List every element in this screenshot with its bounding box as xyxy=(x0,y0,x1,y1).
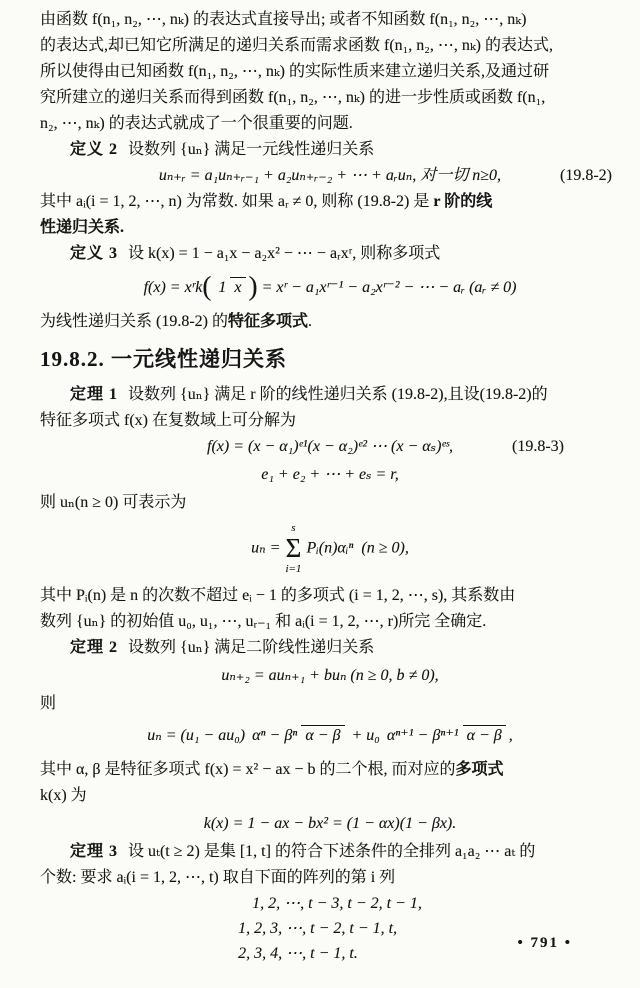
theorem-3-text: 设 uₜ(t ≥ 2) 是集 [1, t] 的符合下述条件的全排列 a₁a₂ ⋯ aₜ 的 xyxy=(128,843,536,861)
definition-3-head xyxy=(40,241,620,267)
theorem-2-label: 定理 2 xyxy=(70,639,119,657)
definition-3-tail xyxy=(40,309,620,335)
theorem-2-bold-text: 多项式 xyxy=(455,761,504,779)
fraction-numerator: αⁿ − βⁿ xyxy=(252,727,298,745)
summation-sign xyxy=(285,522,301,575)
closed-form-mid: + u₀ xyxy=(351,727,380,745)
definition-2-body-line xyxy=(40,215,620,241)
definition-3 xyxy=(40,241,620,335)
kx-factorization-formula: k(x) = 1 − ax − bx² = (1 − αx)(1 − βx). xyxy=(203,815,457,833)
intro-line: 由函数 f(n₁, n₂, ⋯, nₖ) 的表达式直接导出; 或者不知函数 f(n₁, n₂, ⋯, nₖ) xyxy=(40,11,527,28)
fraction-alpha-beta-n xyxy=(245,727,347,745)
theorem-2-then: 则 xyxy=(40,695,57,713)
definition-2-head xyxy=(40,137,620,163)
array-row: 2, 3, 4, ⋯, t − 1, t. xyxy=(238,945,358,963)
fraction-numerator: 1 xyxy=(218,279,227,297)
definition-2-body-line xyxy=(40,189,620,215)
summation-lower-limit: i=1 xyxy=(285,563,302,576)
array-rows-block xyxy=(238,891,422,966)
definition-2-bold-text: 性递归关系. xyxy=(40,219,125,236)
open-paren: ( xyxy=(202,271,212,301)
definition-2-bold-text: r 阶的线 xyxy=(433,193,493,210)
theorem-3-head xyxy=(40,839,620,865)
equation-19-8-3-formula: f(x) = (x − α₁)ᵉ¹(x − α₂)ᵉ² ⋯ (x − αₛ)ᵉˢ, xyxy=(207,438,453,455)
formula-suffix: = xʳ − a₁xʳ⁻¹ − a₂xʳ⁻² − ⋯ − aᵣ (aᵣ ≠ 0) xyxy=(261,279,517,296)
fraction-1-over-x xyxy=(211,279,248,297)
sum-lhs: uₙ = xyxy=(251,539,281,557)
definition-2-body-text: 其中 aᵢ(i = 1, 2, ⋯, n) 为常数. 如果 aᵣ ≠ 0, 则称 (19.8-2) 是 xyxy=(40,193,434,210)
theorem-1-label: 定理 1 xyxy=(70,386,119,403)
fraction-denominator: α − β xyxy=(301,725,344,744)
theorem-3-label: 定理 3 xyxy=(70,843,119,861)
un-closed-form-formula xyxy=(40,723,620,749)
theorem-1-line: 数列 {uₙ} 的初始值 u₀, u₁, ⋯, uᵣ₋₁ 和 aᵢ(i = 1, 2, ⋯, r)所完 全确定. xyxy=(40,613,487,631)
theorem-1-text: 设数列 {uₙ} 满足 r 阶的线性递归关系 (19.8-2),且设(19.8-2)的 xyxy=(128,386,548,403)
array-row: 1, 2, 3, ⋯, t − 2, t − 1, t, xyxy=(238,920,398,938)
definition-3-text: 设 k(x) = 1 − a₁x − a₂x² − ⋯ − aᵣxʳ, 则称多项式 xyxy=(128,245,441,262)
theorem-3-line: 个数: 要求 aᵢ(i = 1, 2, ⋯, t) 取自下面的阵列的第 i 列 xyxy=(40,869,396,887)
closed-form-comma: , xyxy=(508,727,513,745)
fraction-numerator: αⁿ⁺¹ − βⁿ⁺¹ xyxy=(386,727,459,745)
section-heading-19-8-2: 19.8.2. 一元线性递归关系 xyxy=(40,347,287,371)
characteristic-polynomial-formula xyxy=(40,273,620,301)
sigma-icon: Σ xyxy=(285,533,302,564)
equation-number-19-8-3: (19.8-3) xyxy=(512,438,564,455)
definition-2-label: 定义 2 xyxy=(70,141,119,158)
array-row: 1, 2, ⋯, t − 3, t − 2, t − 1, xyxy=(252,895,422,913)
equation-19-8-2 xyxy=(40,163,620,189)
un-sum-formula xyxy=(40,522,620,575)
theorem-2 xyxy=(40,635,620,837)
close-paren: ) xyxy=(248,271,258,301)
intro-line: 的表达式,却已知它所满足的递归关系而需求函数 f(n₁, n₂, ⋯, nₖ) 的表达式, xyxy=(40,37,553,54)
definition-3-tail-text: 为线性递归关系 (19.8-2) 的 xyxy=(40,313,228,330)
page-number: • 791 • xyxy=(517,935,572,951)
intro-line: n₂, ⋯, nₖ) 的表达式就成了一个很重要的问题. xyxy=(40,115,353,132)
intro-line: 究所建立的递归关系而得到函数 f(n₁, n₂, ⋯, nₖ) 的进一步性质或函数 f(n₁, xyxy=(40,89,546,106)
equation-number-19-8-2: (19.8-2) xyxy=(560,167,612,184)
definition-2 xyxy=(40,137,620,241)
definition-3-tail-bold: 特征多项式 xyxy=(228,313,309,330)
definition-3-tail-period: . xyxy=(308,313,313,330)
theorem-1-head xyxy=(40,382,620,408)
definition-2-text: 设数列 {uₙ} 满足一元线性递归关系 xyxy=(128,141,375,158)
theorem-2-roots-text: 其中 α, β 是特征多项式 f(x) = x² − ax − b 的二个根, 而对应的 xyxy=(40,761,456,779)
fraction-denominator: x xyxy=(230,277,245,296)
exponent-sum-formula: e₁ + e₂ + ⋯ + eₛ = r, xyxy=(261,466,399,483)
fraction-denominator: α − β xyxy=(463,725,506,744)
second-order-recurrence-formula: uₙ₊₂ = auₙ₊₁ + buₙ (n ≥ 0, b ≠ 0), xyxy=(221,667,439,685)
theorem-1 xyxy=(40,382,620,635)
theorem-1-line: 则 uₙ(n ≥ 0) 可表示为 xyxy=(40,494,187,511)
theorem-2-line xyxy=(40,757,620,783)
equation-19-8-2-formula: uₙ₊ᵣ = a₁uₙ₊ᵣ₋₁ + a₂uₙ₊ᵣ₋₂ + ⋯ + aᵣuₙ, 对一切 n≥0, xyxy=(158,167,502,184)
summation-upper-limit: s xyxy=(291,522,296,534)
definition-3-label: 定义 3 xyxy=(70,245,119,262)
equation-19-8-3 xyxy=(40,434,620,460)
sum-condition: (n ≥ 0), xyxy=(361,539,409,557)
theorem-2-line: k(x) 为 xyxy=(40,787,87,805)
fraction-alpha-beta-n1 xyxy=(380,727,509,745)
closed-form-lhs: uₙ = (u₁ − au₀) xyxy=(147,727,246,745)
formula-prefix: f(x) = xʳk xyxy=(143,279,203,296)
intro-paragraph xyxy=(40,7,620,137)
theorem-2-text: 设数列 {uₙ} 满足二阶线性递归关系 xyxy=(128,639,375,657)
intro-line: 所以使得由已知函数 f(n₁, n₂, ⋯, nₖ) 的实际性质来建立递归关系,及通过研 xyxy=(40,63,549,80)
theorem-2-head xyxy=(40,635,620,661)
theorem-1-line: 其中 Pᵢ(n) 是 n 的次数不超过 eᵢ − 1 的多项式 (i = 1, 2, ⋯, s), 其系数由 xyxy=(40,587,516,605)
theorem-1-line: 特征多项式 f(x) 在复数域上可分解为 xyxy=(40,412,296,429)
sum-rhs: Pᵢ(n)αᵢⁿ xyxy=(306,539,354,557)
